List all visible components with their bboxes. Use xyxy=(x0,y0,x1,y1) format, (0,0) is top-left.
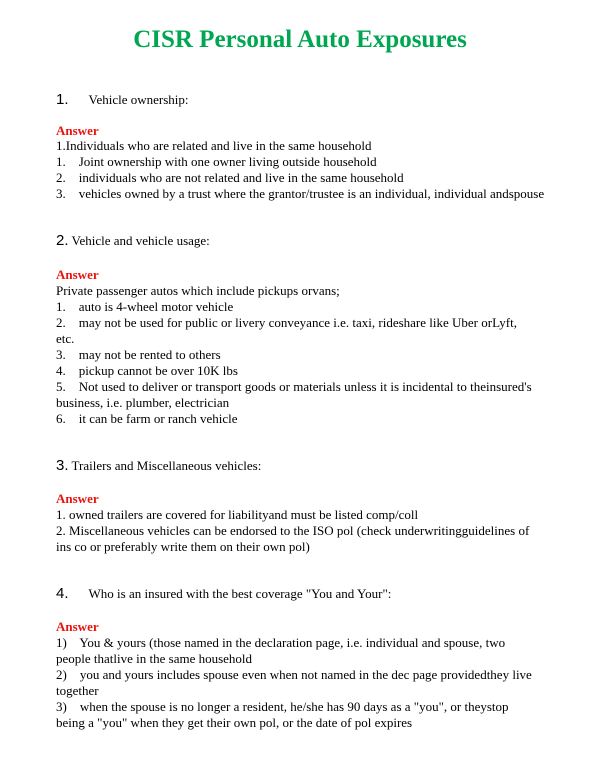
question-4 xyxy=(56,586,391,601)
answer-line: being a "you" when they get their own pol, or the date of pol expires xyxy=(56,715,413,730)
answer-label: Answer xyxy=(56,491,99,506)
answer-line: 2. Miscellaneous vehicles can be endorsed to the ISO pol (check underwritingguidelines of xyxy=(56,523,530,538)
answer-line: 1) You & yours (those named in the declaration page, i.e. individual and spouse, two xyxy=(56,635,506,650)
answer-line: 1. auto is 4-wheel motor vehicle xyxy=(56,299,234,314)
question-2 xyxy=(56,233,210,248)
answer-line: Private passenger autos which include pickups orvans; xyxy=(56,283,340,298)
answer-line: 2. may not be used for public or livery conveyance i.e. taxi, rideshare like Uber orLyft, xyxy=(56,315,517,330)
answer-line: 6. it can be farm or ranch vehicle xyxy=(56,411,238,426)
answer-line: 3. vehicles owned by a trust where the grantor/trustee is an individual, individual andspouse xyxy=(56,186,545,201)
question-number: 2. xyxy=(56,232,69,249)
answer-line: 2) you and yours includes spouse even when not named in the dec page providedthey live xyxy=(56,667,532,682)
question-number: 1. xyxy=(56,91,69,108)
question-text: Who is an insured with the best coverage "You and Your": xyxy=(88,586,392,601)
question-3 xyxy=(56,458,261,473)
answer-line: 5. Not used to deliver or transport goods or materials unless it is incidental to theinsured's xyxy=(56,379,532,394)
answer-line: 1. Joint ownership with one owner living outside household xyxy=(56,154,377,169)
answer-line: 2. individuals who are not related and live in the same household xyxy=(56,170,404,185)
answer-line: 4. pickup cannot be over 10K lbs xyxy=(56,363,238,378)
answer-line: business, i.e. plumber, electrician xyxy=(56,395,230,410)
question-text: Vehicle ownership: xyxy=(88,92,189,107)
answer-line: etc. xyxy=(56,331,75,346)
question-text: Vehicle and vehicle usage: xyxy=(71,233,210,248)
question-number: 4. xyxy=(56,585,69,602)
answer-label: Answer xyxy=(56,123,99,138)
page-title: CISR Personal Auto Exposures xyxy=(133,26,467,53)
question-number: 3. xyxy=(56,457,69,474)
answer-line: 3. may not be rented to others xyxy=(56,347,221,362)
answer-line: ins co or preferably write them on their own pol) xyxy=(56,539,310,554)
answer-line: people thatlive in the same household xyxy=(56,651,253,666)
answer-line: 3) when the spouse is no longer a resident, he/she has 90 days as a "you", or theystop xyxy=(56,699,509,714)
answer-line: 1. owned trailers are covered for liabilityand must be listed comp/coll xyxy=(56,507,419,522)
answer-line: together xyxy=(56,683,99,698)
answer-label: Answer xyxy=(56,619,99,634)
answer-label: Answer xyxy=(56,267,99,282)
answer-line: 1.Individuals who are related and live in the same household xyxy=(56,138,372,153)
question-1 xyxy=(56,92,189,107)
question-text: Trailers and Miscellaneous vehicles: xyxy=(71,458,262,473)
